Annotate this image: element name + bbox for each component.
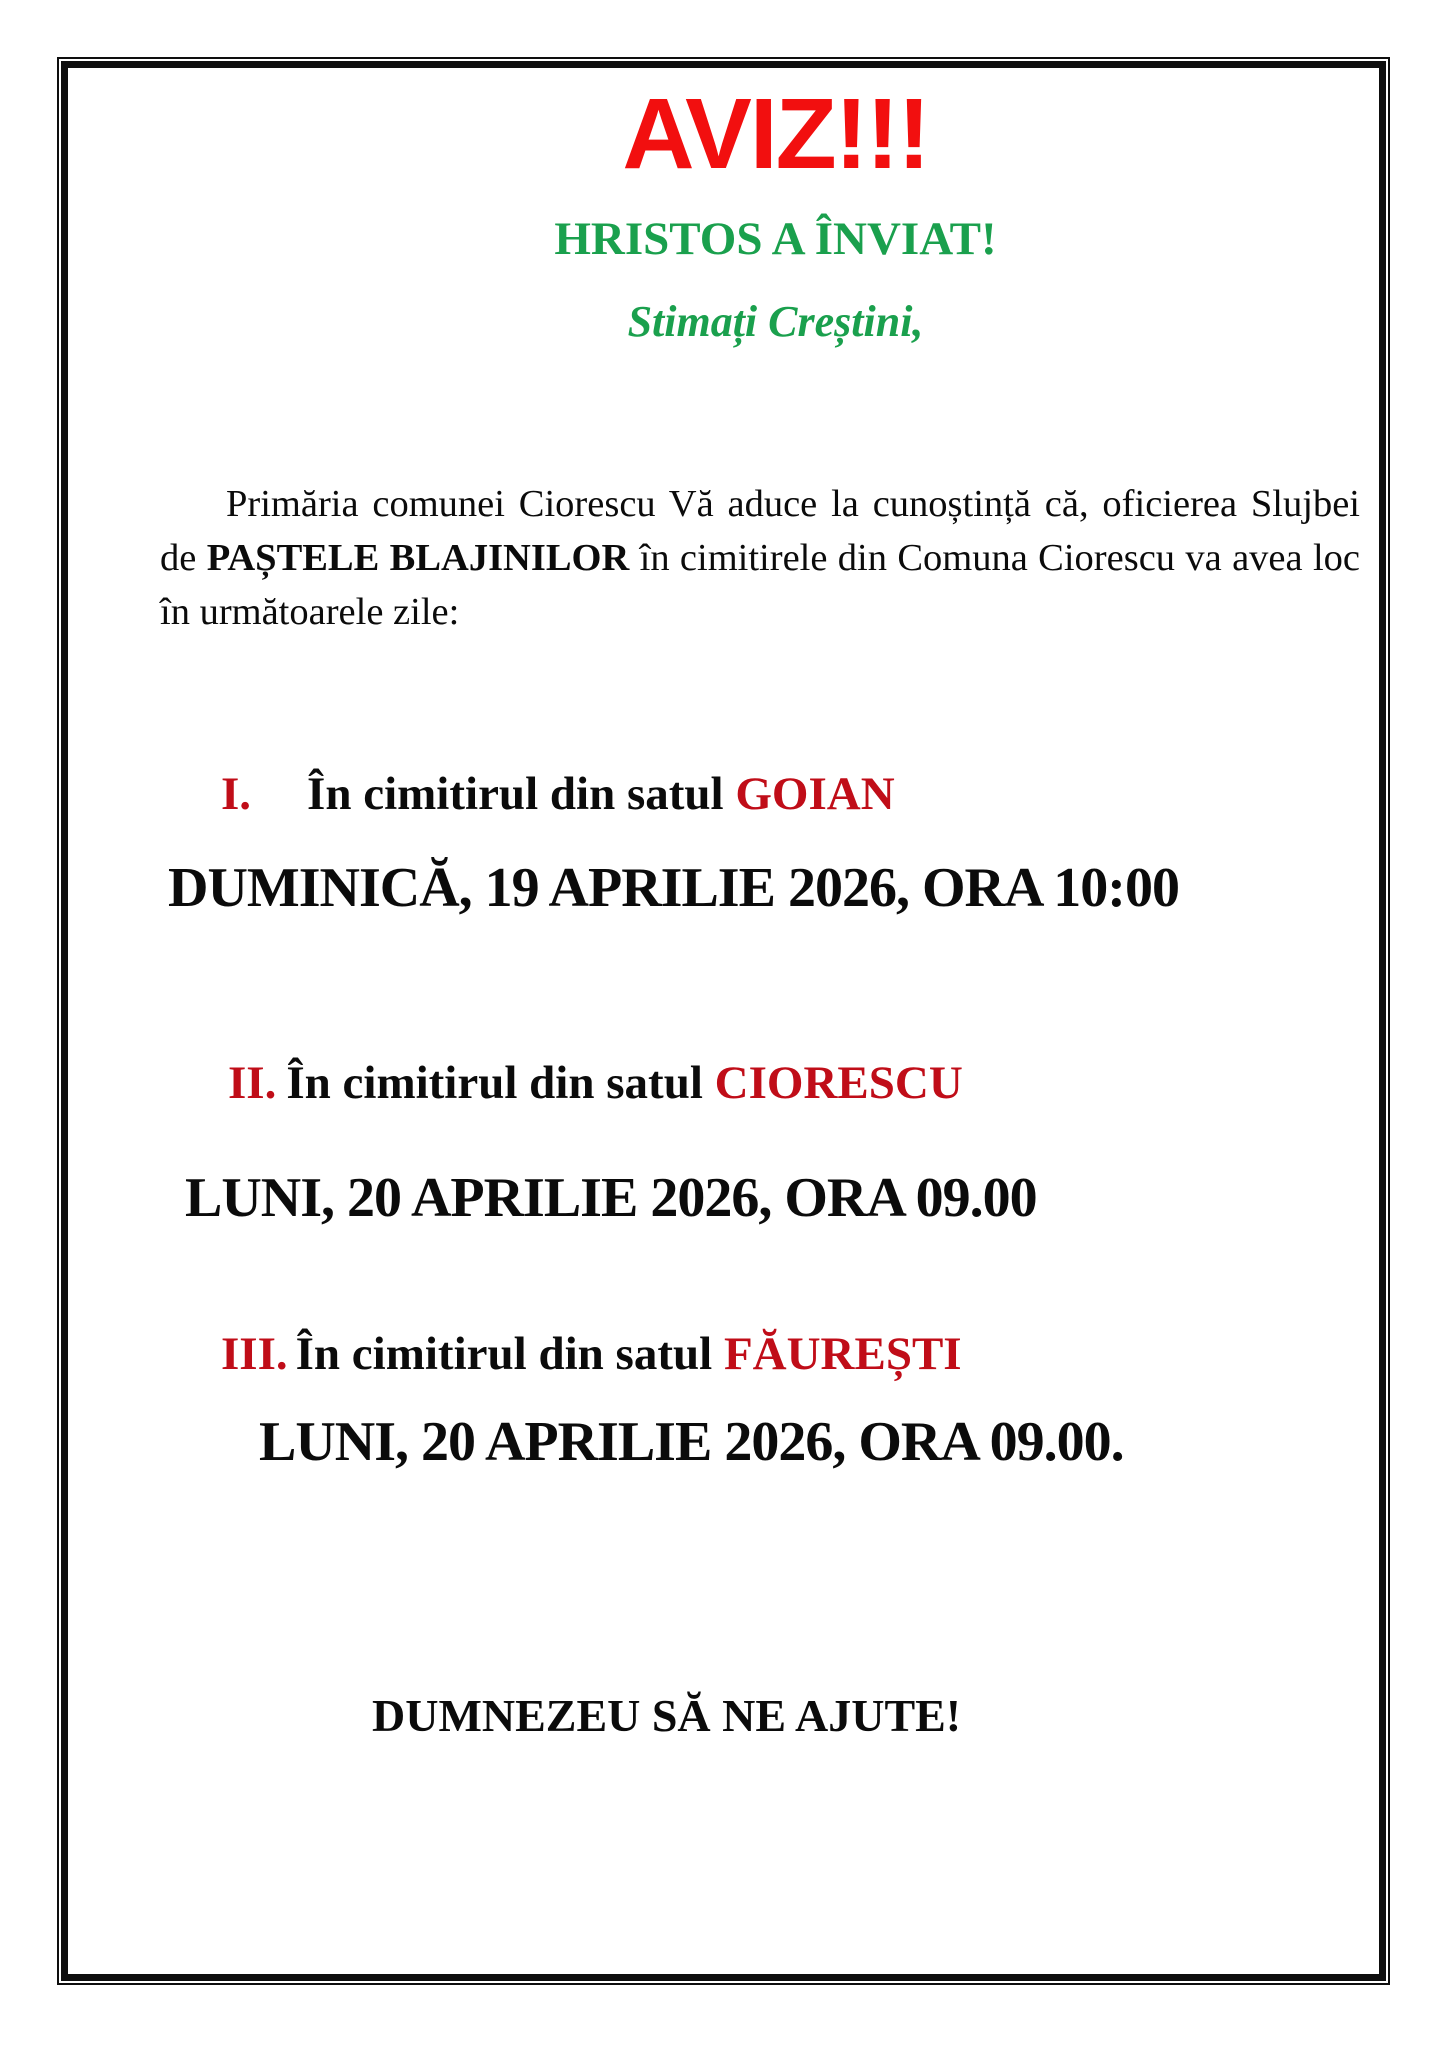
intro-text-bold: PAȘTELE BLAJINILOR [206, 536, 630, 579]
list-item-1-numeral: I. [221, 768, 252, 820]
intro-text-end: în cimitirele din Comuna Ciorescu va avea loc în următoarele zile: [160, 536, 1360, 633]
greeting-heading: HRISTOS A ÎNVIAT! [554, 213, 997, 265]
page-title: AVIZ!!! [622, 78, 929, 190]
salutation-heading: Stimați Creștini, [627, 297, 924, 346]
closing-line: DUMNEZEU SĂ NE AJUTE! [372, 1690, 962, 1741]
list-item-3-schedule: LUNI, 20 APRILIE 2026, ORA 09.00. [259, 1411, 1124, 1473]
intro-paragraph [160, 477, 1360, 639]
list-item-2-village: CIORESCU [714, 1057, 963, 1109]
list-item-2-numeral: II. [228, 1057, 277, 1109]
list-item-2 [228, 1055, 963, 1111]
list-item-3 [221, 1326, 962, 1382]
list-item-1-schedule: DUMINICĂ, 19 APRILIE 2026, ORA 10:00 [168, 857, 1179, 919]
list-item-1 [221, 766, 895, 822]
list-item-1-text: În cimitirul din satul [307, 768, 736, 820]
list-item-3-text: În cimitirul din satul [295, 1328, 724, 1380]
list-item-2-schedule: LUNI, 20 APRILIE 2026, ORA 09.00 [185, 1167, 1037, 1229]
list-item-1-village: GOIAN [735, 768, 895, 820]
list-item-3-village: FĂUREȘTI [723, 1328, 962, 1380]
intro-text-start: Primăria comunei Ciorescu Vă aduce la cunoștință că, oficierea Slujbei de [160, 482, 1360, 579]
list-item-2-text: În cimitirul din satul [286, 1057, 715, 1109]
list-item-3-numeral: III. [221, 1328, 288, 1380]
